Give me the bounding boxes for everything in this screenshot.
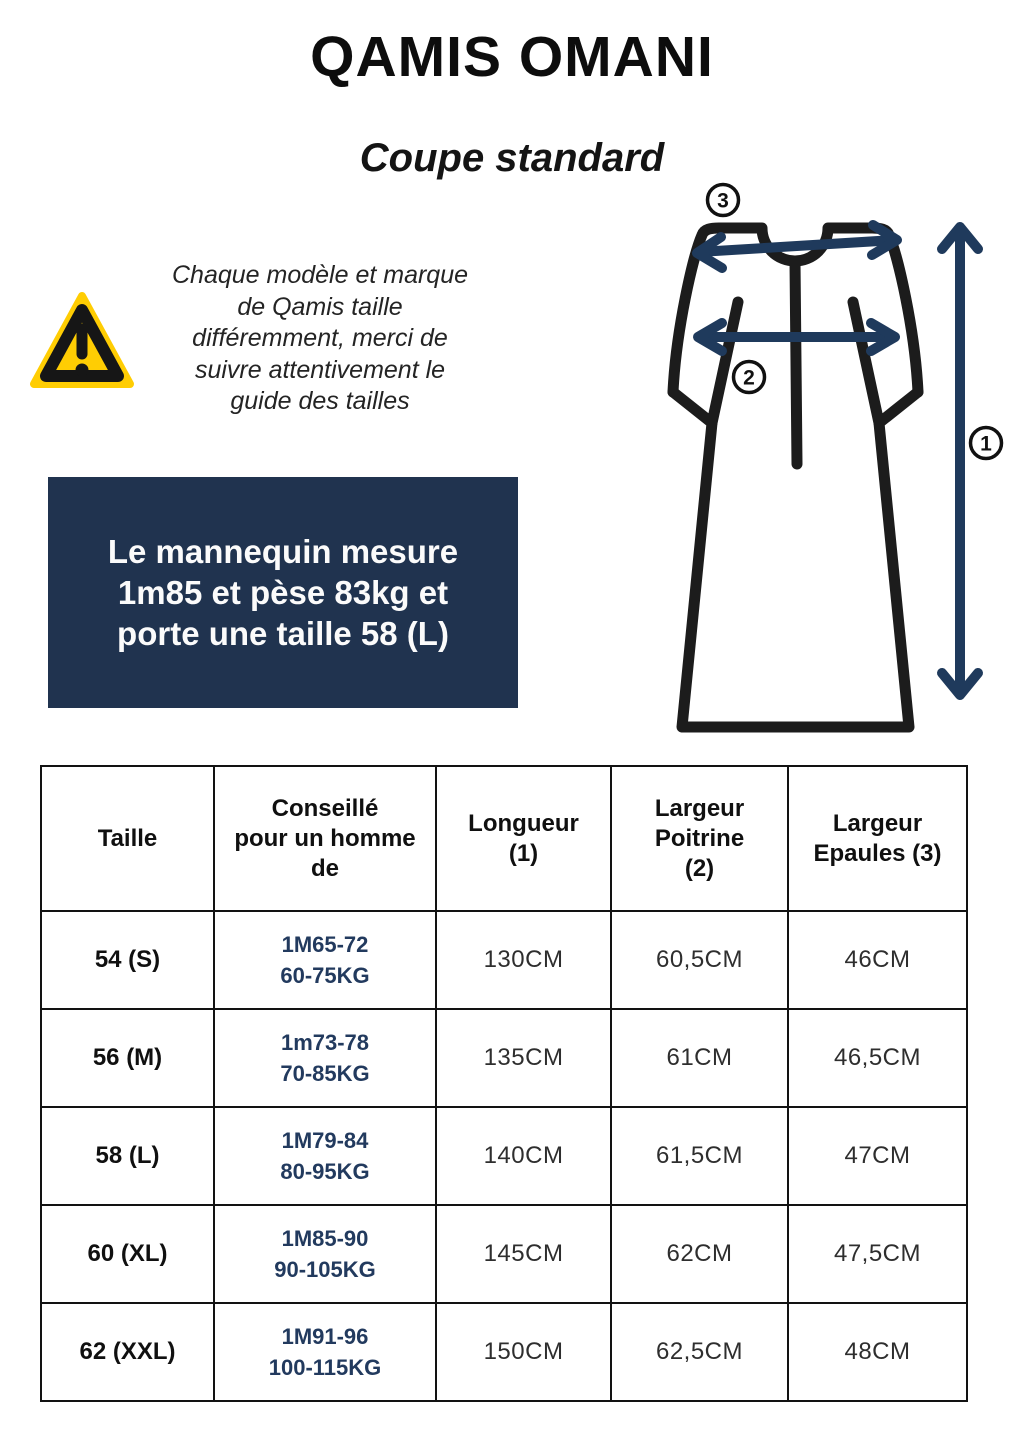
table-header-row	[41, 766, 967, 911]
length-cell: 140CM	[436, 1107, 611, 1205]
chest-cell: 60,5CM	[611, 911, 788, 1009]
chest-cell: 61,5CM	[611, 1107, 788, 1205]
exclamation-dot	[76, 364, 89, 377]
marker-shoulders-number: 3	[717, 189, 729, 213]
warning-line: Chaque modèle et marque	[171, 261, 469, 289]
size-cell: 56 (M)	[41, 1009, 214, 1107]
marker-shoulders	[708, 185, 739, 216]
column-header-epaules: Largeur Epaules (3)	[788, 766, 967, 911]
table-row	[41, 1205, 967, 1303]
chest-cell: 62,5CM	[611, 1303, 788, 1401]
column-header-poitrine: Largeur Poitrine (2)	[611, 766, 788, 911]
table-row	[41, 911, 967, 1009]
qamis-diagram	[645, 180, 1024, 740]
table-row	[41, 1009, 967, 1107]
recommendation-cell: 1M79-84 80-95KG	[214, 1107, 436, 1205]
column-header-longueur: Longueur (1)	[436, 766, 611, 911]
page-subtitle: Coupe standard	[359, 136, 665, 180]
length-cell: 130CM	[436, 911, 611, 1009]
table-row	[41, 1107, 967, 1205]
mannequin-info-box	[48, 477, 518, 708]
recommendation-cell: 1M85-90 90-105KG	[214, 1205, 436, 1303]
marker-chest	[734, 362, 765, 393]
shoulders-cell: 48CM	[788, 1303, 967, 1401]
chest-cell: 62CM	[611, 1205, 788, 1303]
column-header-conseille: Conseillé pour un homme de	[214, 766, 436, 911]
length-cell: 150CM	[436, 1303, 611, 1401]
warning-triangle-icon	[24, 286, 140, 395]
recommendation-cell: 1M65-72 60-75KG	[214, 911, 436, 1009]
warning-line: suivre attentivement le	[194, 355, 446, 384]
mannequin-info-line: porte une taille 58 (L)	[117, 615, 449, 652]
warning-line: différemment, merci de	[192, 324, 448, 352]
table-row	[41, 1303, 967, 1401]
qamis-outline-icon	[673, 228, 918, 727]
page-title: QAMIS OMANI	[310, 25, 714, 89]
warning-line: de Qamis taille	[237, 292, 403, 321]
mannequin-info-line: Le mannequin mesure	[107, 533, 459, 570]
mannequin-info-line: 1m85 et pèse 83kg et	[117, 574, 449, 611]
recommendation-cell: 1M91-96 100-115KG	[214, 1303, 436, 1401]
warning-line: guide des tailles	[230, 387, 410, 415]
marker-length-number: 1	[980, 432, 992, 456]
size-cell: 62 (XXL)	[41, 1303, 214, 1401]
length-arrow-icon	[942, 227, 978, 695]
recommendation-cell: 1m73-78 70-85KG	[214, 1009, 436, 1107]
warning-text	[128, 260, 512, 418]
column-header-taille: Taille	[41, 766, 214, 911]
chest-cell: 61CM	[611, 1009, 788, 1107]
length-cell: 135CM	[436, 1009, 611, 1107]
marker-chest-number: 2	[743, 366, 755, 390]
size-table	[40, 765, 968, 1402]
shoulders-cell: 47CM	[788, 1107, 967, 1205]
shoulders-cell: 46,5CM	[788, 1009, 967, 1107]
shoulders-cell: 47,5CM	[788, 1205, 967, 1303]
shoulders-cell: 46CM	[788, 911, 967, 1009]
marker-length	[971, 428, 1002, 459]
size-cell: 60 (XL)	[41, 1205, 214, 1303]
size-cell: 58 (L)	[41, 1107, 214, 1205]
length-cell: 145CM	[436, 1205, 611, 1303]
size-cell: 54 (S)	[41, 911, 214, 1009]
